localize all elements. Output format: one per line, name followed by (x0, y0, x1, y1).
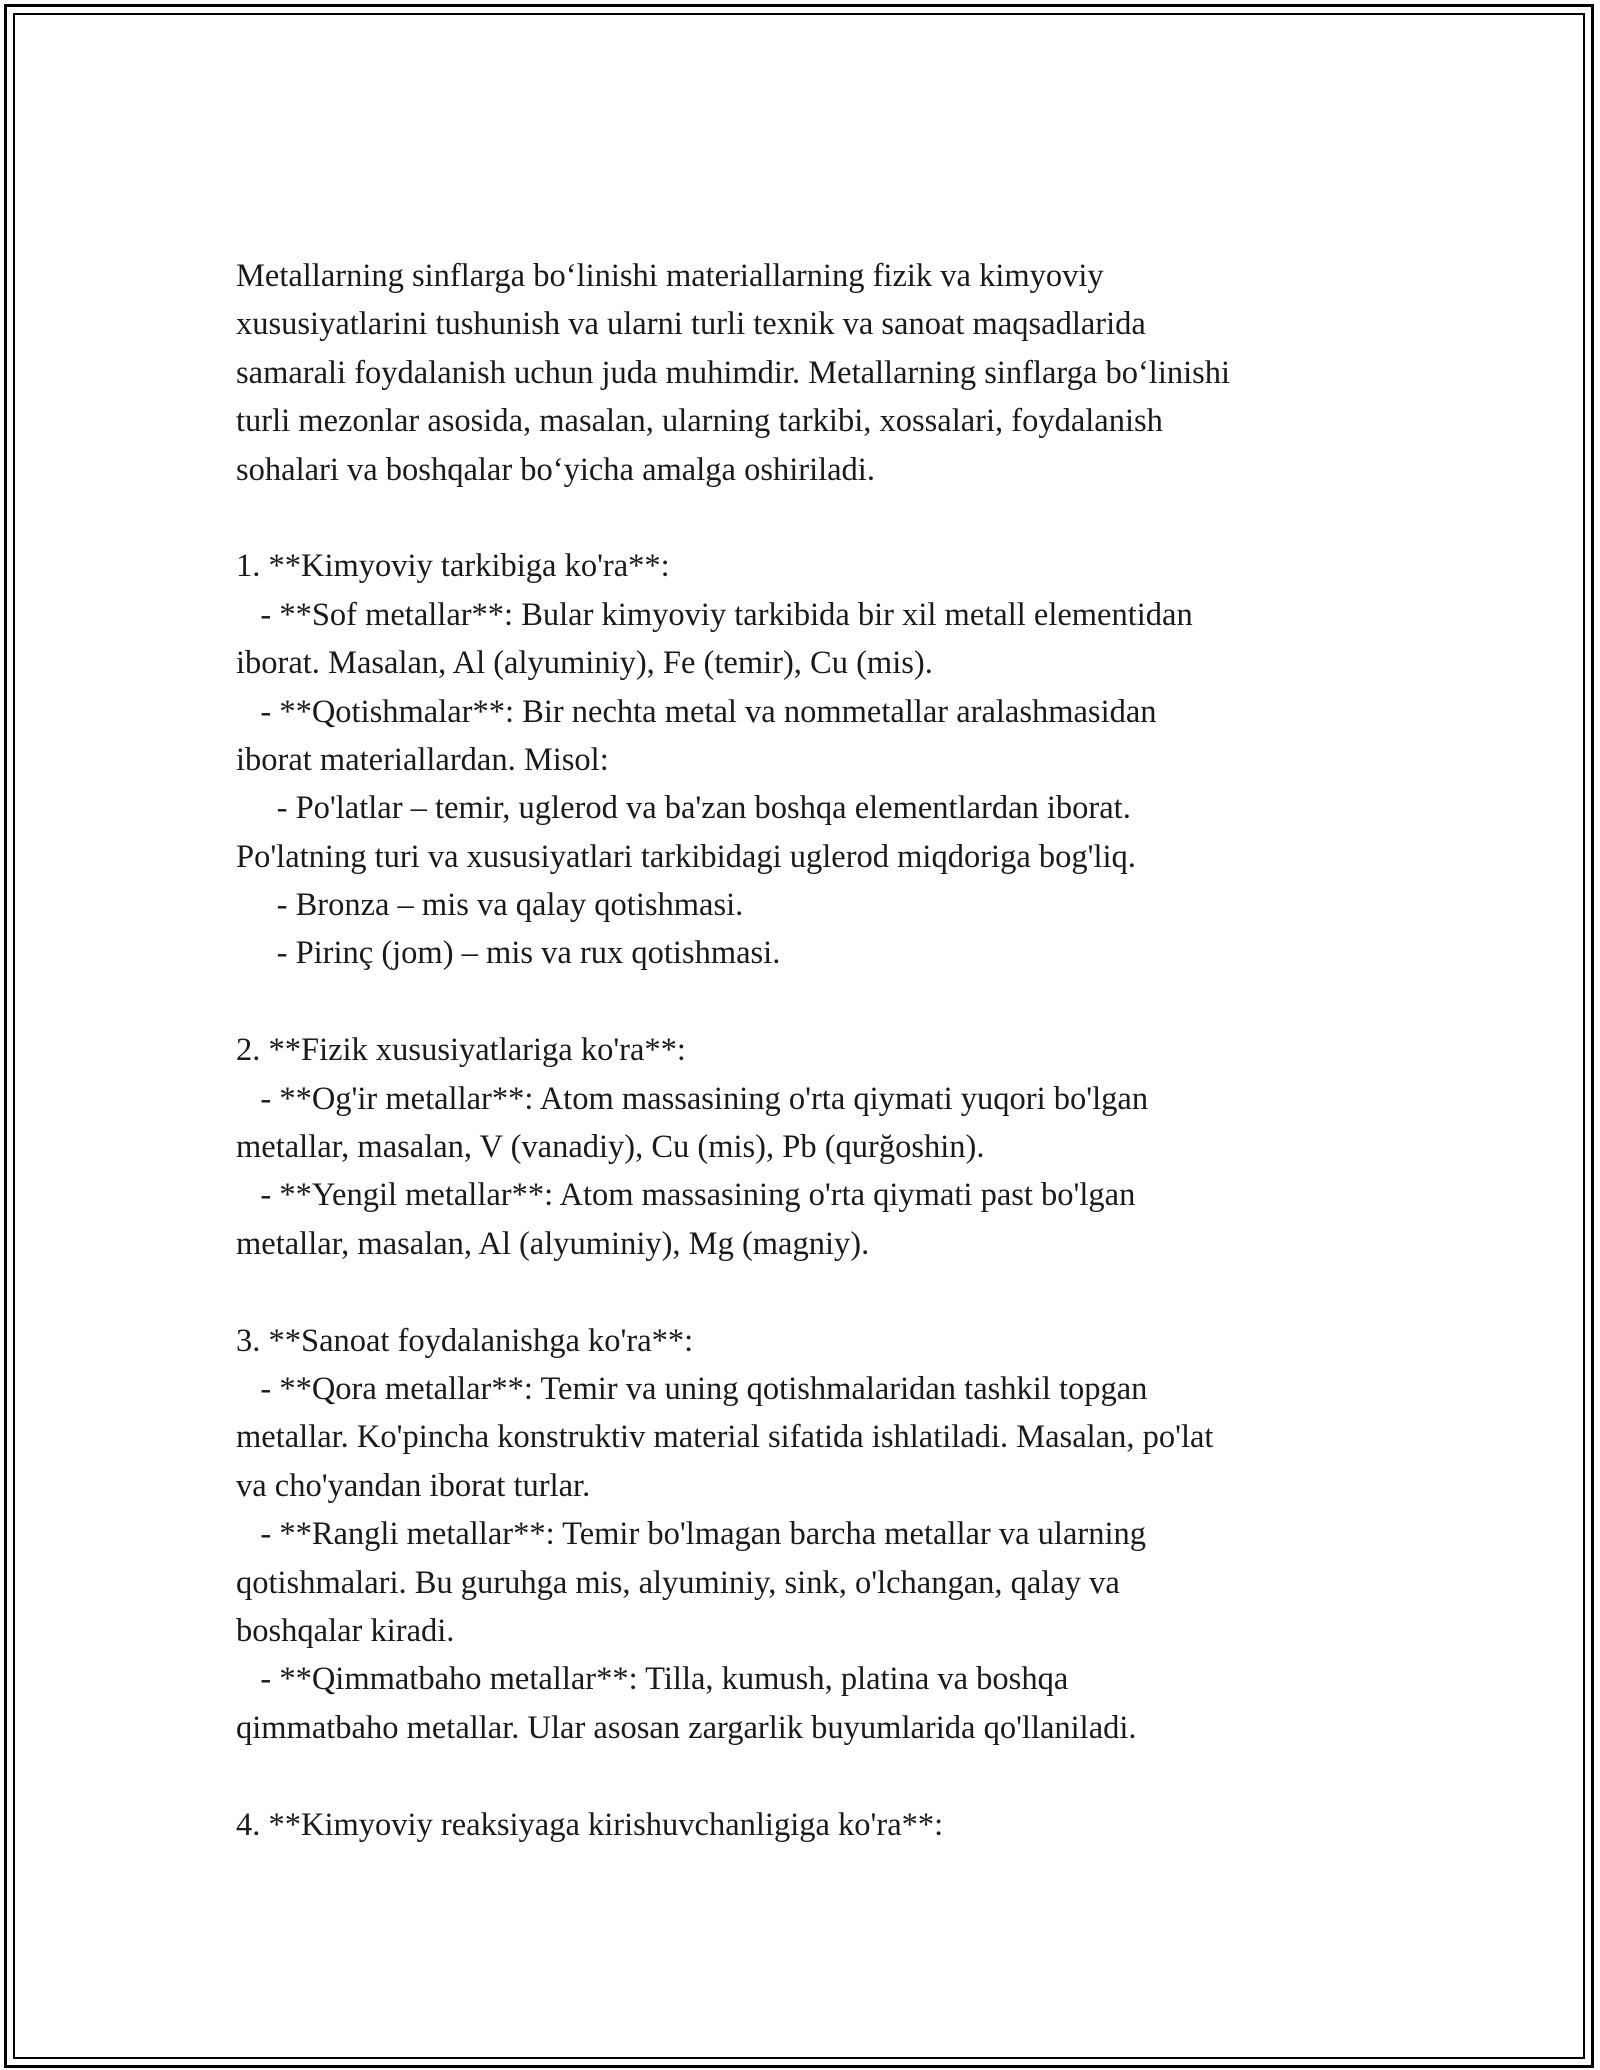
text-line: qimmatbaho metallar. Ular asosan zargarlik buyumlarida qo'llaniladi. (236, 1709, 1137, 1746)
section-heading: 4. **Kimyoviy reaksiyaga kirishuvchanligiga ko'ra**: (236, 1806, 944, 1843)
text-line: metallar, masalan, V (vanadiy), Cu (mis), Pb (qurğoshin). (236, 1129, 985, 1166)
section-heading: 3. **Sanoat foydalanishga ko'ra**: (236, 1322, 694, 1359)
paragraph-spacer (236, 978, 1376, 1026)
text-line: Metallarning sinflarga bo‘linishi materiallarning fizik va kimyoviy (236, 258, 1104, 294)
section-chemical-reactivity (236, 1801, 1376, 1849)
text-line: iborat. Masalan, Al (alyuminiy), Fe (temir), Cu (mis). (236, 645, 933, 682)
intro-paragraph (236, 252, 1376, 494)
list-item: - **Og'ir metallar**: Atom massasining o'rta qiymati yuqori bo'lgan (236, 1080, 1149, 1117)
text-line: Po'latning turi va xususiyatlari tarkibidagi uglerod miqdoriga bog'liq. (236, 838, 1136, 875)
section-chemical-composition (236, 542, 1376, 978)
text-line: sohalari va boshqalar bo‘yicha amalga oshiriladi. (236, 451, 875, 488)
section-physical-properties (236, 1026, 1376, 1268)
document-body (236, 252, 1376, 1849)
section-industrial-use (236, 1317, 1376, 1753)
list-item: - **Qimmatbaho metallar**: Tilla, kumush, platina va boshqa (236, 1661, 1069, 1698)
section-heading: 2. **Fizik xususiyatlariga ko'ra**: (236, 1032, 686, 1069)
text-line: turli mezonlar asosida, masalan, ularning tarkibi, xossalari, foydalanish (236, 403, 1163, 440)
paragraph-spacer (236, 1268, 1376, 1316)
list-item: - **Qora metallar**: Temir va uning qotishmalaridan tashkil topgan (236, 1370, 1148, 1407)
sub-list-item: - Po'latlar – temir, uglerod va ba'zan boshqa elementlardan iborat. (236, 790, 1131, 827)
list-item: - **Rangli metallar**: Temir bo'lmagan barcha metallar va ularning (236, 1516, 1146, 1553)
text-line: xususiyatlarini tushunish va ularni turli texnik va sanoat maqsadlarida (236, 306, 1146, 343)
sub-list-item: - Bronza – mis va qalay qotishmasi. (236, 887, 744, 924)
sub-list-item: - Pirinç (jom) – mis va rux qotishmasi. (236, 935, 781, 972)
text-line: samarali foydalanish uchun juda muhimdir. Metallarning sinflarga bo‘linishi (236, 354, 1231, 391)
section-heading: 1. **Kimyoviy tarkibiga ko'ra**: (236, 548, 670, 585)
list-item: - **Qotishmalar**: Bir nechta metal va nommetallar aralashmasidan (236, 693, 1157, 730)
paragraph-spacer (236, 494, 1376, 542)
paragraph-spacer (236, 1752, 1376, 1800)
text-line: va cho'yandan iborat turlar. (236, 1467, 591, 1504)
text-line: qotishmalari. Bu guruhga mis, alyuminiy, sink, o'lchangan, qalay va (236, 1564, 1120, 1601)
list-item: - **Yengil metallar**: Atom massasining o'rta qiymati past bo'lgan (236, 1177, 1136, 1214)
text-line: iborat materiallardan. Misol: (236, 741, 609, 778)
text-line: metallar, masalan, Al (alyuminiy), Mg (magniy). (236, 1225, 870, 1262)
text-line: metallar. Ko'pincha konstruktiv material sifatida ishlatiladi. Masalan, po'lat (236, 1419, 1214, 1456)
list-item: - **Sof metallar**: Bular kimyoviy tarkibida bir xil metall elementidan (236, 596, 1193, 633)
text-line: boshqalar kiradi. (236, 1612, 455, 1649)
